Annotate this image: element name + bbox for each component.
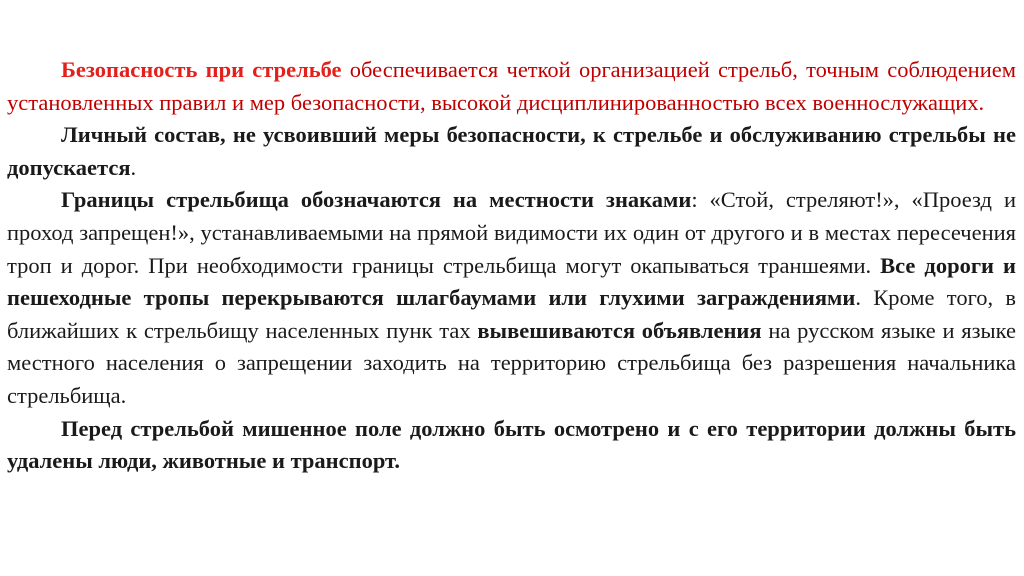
safety-heading: Безопасность при стрельбе [61, 57, 342, 82]
announcements: вывешиваются объявления [477, 317, 762, 343]
personnel-period: . [130, 154, 137, 180]
paragraph-target-field [7, 413, 1016, 478]
slide-body [7, 54, 1016, 478]
personnel-rule: Личный состав, не усвоивший меры безопасности, к стрельбе и обслуживанию стрельбы не допускается [7, 122, 1016, 180]
settlements-text: . Кроме того, в ближайших к стрельбищу населенных пунк тах [7, 285, 1017, 343]
boundaries-text: : «Стой, стреляют!», «Проезд и проход запрещен!», устанавливаемыми на прямой видимости их один от другого и в местах пересечения троп и дорог. При необходимости границы стрельбища могут окапываться траншеями. [7, 187, 1016, 278]
target-field-rule: Перед стрельбой мишенное поле должно быть осмотрено и с его территории должны быть удалены люди, животные и транспорт. [7, 415, 1016, 474]
roads-blocked: Все дороги и пешеходные тропы перекрываются шлагбаумами или глухими заграждениями [7, 252, 1016, 311]
safety-text: обеспечивается четкой организацией стрельб, точным соблюдением установленных правил и мер безопасности, высокой дисциплинированностью всех военнослужащих. [7, 57, 1016, 115]
paragraph-boundaries [7, 184, 1016, 412]
paragraph-safety [7, 54, 1016, 119]
paragraph-personnel [7, 119, 1016, 184]
boundaries-heading: Границы стрельбища обозначаются на местности знаками [61, 187, 692, 213]
announcements-text: на русском языке и языке местного населения о запрещении заходить на территорию стрельбища без разрешения начальника стрельбища. [7, 317, 1016, 408]
